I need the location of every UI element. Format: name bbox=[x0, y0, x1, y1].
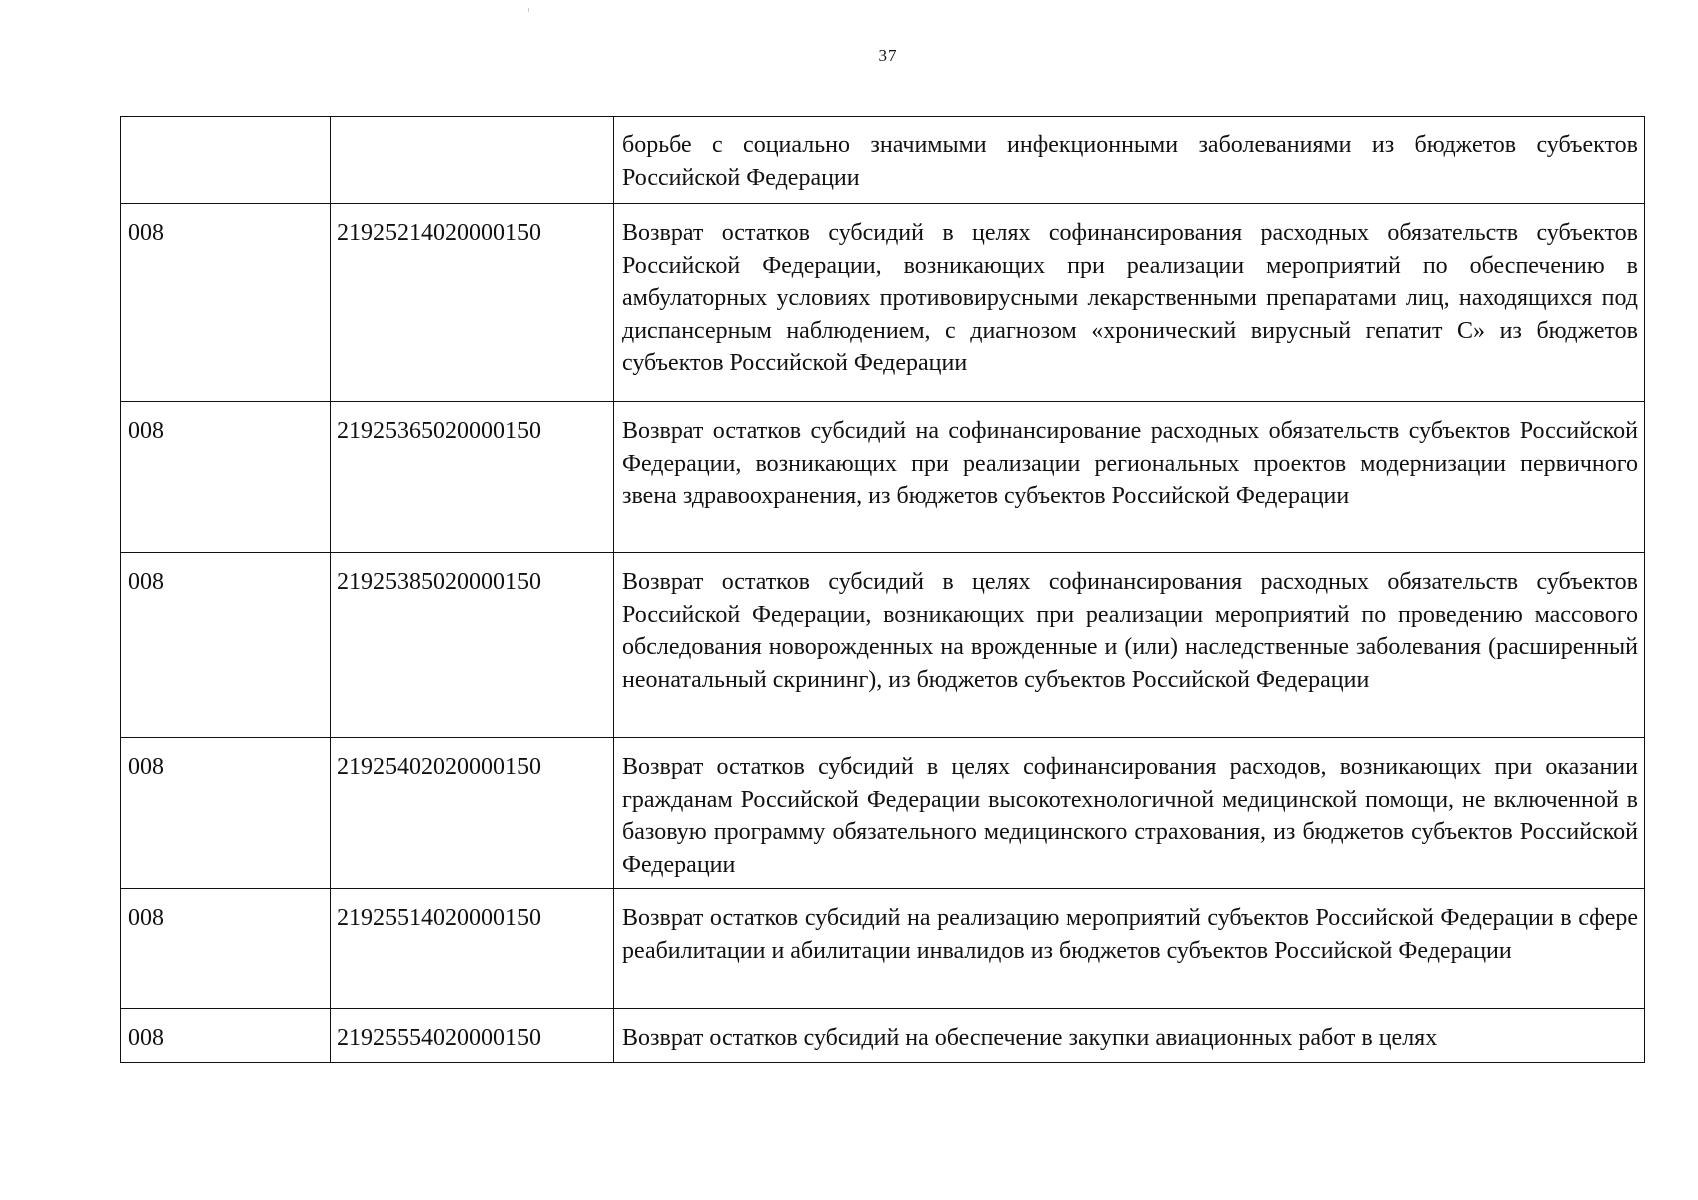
description-cell: Возврат остатков субсидий на софинансирование расходных обязательств субъектов Российской Федерации, возникающих при реализации региональных проектов модернизации первичного звена здравоохранения, из бюджетов субъектов Российской Федерации bbox=[614, 402, 1645, 553]
table-row bbox=[121, 738, 1645, 889]
budget-code-cell: 21925385020000150 bbox=[331, 553, 614, 738]
budget-code-cell: 21925514020000150 bbox=[331, 889, 614, 1009]
description-cell: борьбе с социально значимыми инфекционными заболеваниями из бюджетов субъектов Российской Федерации bbox=[614, 117, 1645, 204]
admin-code-cell: 008 bbox=[121, 204, 331, 402]
description-cell: Возврат остатков субсидий на обеспечение закупки авиационных работ в целях bbox=[614, 1009, 1645, 1063]
budget-codes-table bbox=[120, 116, 1645, 1063]
description-cell: Возврат остатков субсидий в целях софинансирования расходов, возникающих при оказании гражданам Российской Федерации высокотехнологичной медицинской помощи, не включенной в базовую программу обязательного медицинского страхования, из бюджетов субъектов Российской Федерации bbox=[614, 738, 1645, 889]
budget-code-cell: 21925214020000150 bbox=[331, 204, 614, 402]
table-row bbox=[121, 402, 1645, 553]
description-cell: Возврат остатков субсидий в целях софинансирования расходных обязательств субъектов Российской Федерации, возникающих при реализации мероприятий по обеспечению в амбулаторных условиях противовирусными лекарственными препаратами лиц, находящихся под диспансерным наблюдением, с диагнозом «хронический вирусный гепатит С» из бюджетов субъектов Российской Федерации bbox=[614, 204, 1645, 402]
table-row bbox=[121, 553, 1645, 738]
budget-code-cell: 21925402020000150 bbox=[331, 738, 614, 889]
budget-code-cell bbox=[331, 117, 614, 204]
admin-code-cell: 008 bbox=[121, 553, 331, 738]
table-row bbox=[121, 1009, 1645, 1063]
admin-code-cell bbox=[121, 117, 331, 204]
budget-code-cell: 21925365020000150 bbox=[331, 402, 614, 553]
description-cell: Возврат остатков субсидий на реализацию мероприятий субъектов Российской Федерации в сфере реабилитации и абилитации инвалидов из бюджетов субъектов Российской Федерации bbox=[614, 889, 1645, 1009]
table-row bbox=[121, 889, 1645, 1009]
budget-code-cell: 21925554020000150 bbox=[331, 1009, 614, 1063]
description-cell: Возврат остатков субсидий в целях софинансирования расходных обязательств субъектов Российской Федерации, возникающих при реализации мероприятий по проведению массового обследования новорожденных на врожденные и (или) наследственные заболевания (расширенный неонатальный скрининг), из бюджетов субъектов Российской Федерации bbox=[614, 553, 1645, 738]
page-number: 37 bbox=[878, 46, 898, 65]
admin-code-cell: 008 bbox=[121, 1009, 331, 1063]
admin-code-cell: 008 bbox=[121, 402, 331, 553]
table-row bbox=[121, 204, 1645, 402]
admin-code-cell: 008 bbox=[121, 889, 331, 1009]
scan-artifact bbox=[528, 8, 529, 12]
admin-code-cell: 008 bbox=[121, 738, 331, 889]
table-row bbox=[121, 117, 1645, 204]
